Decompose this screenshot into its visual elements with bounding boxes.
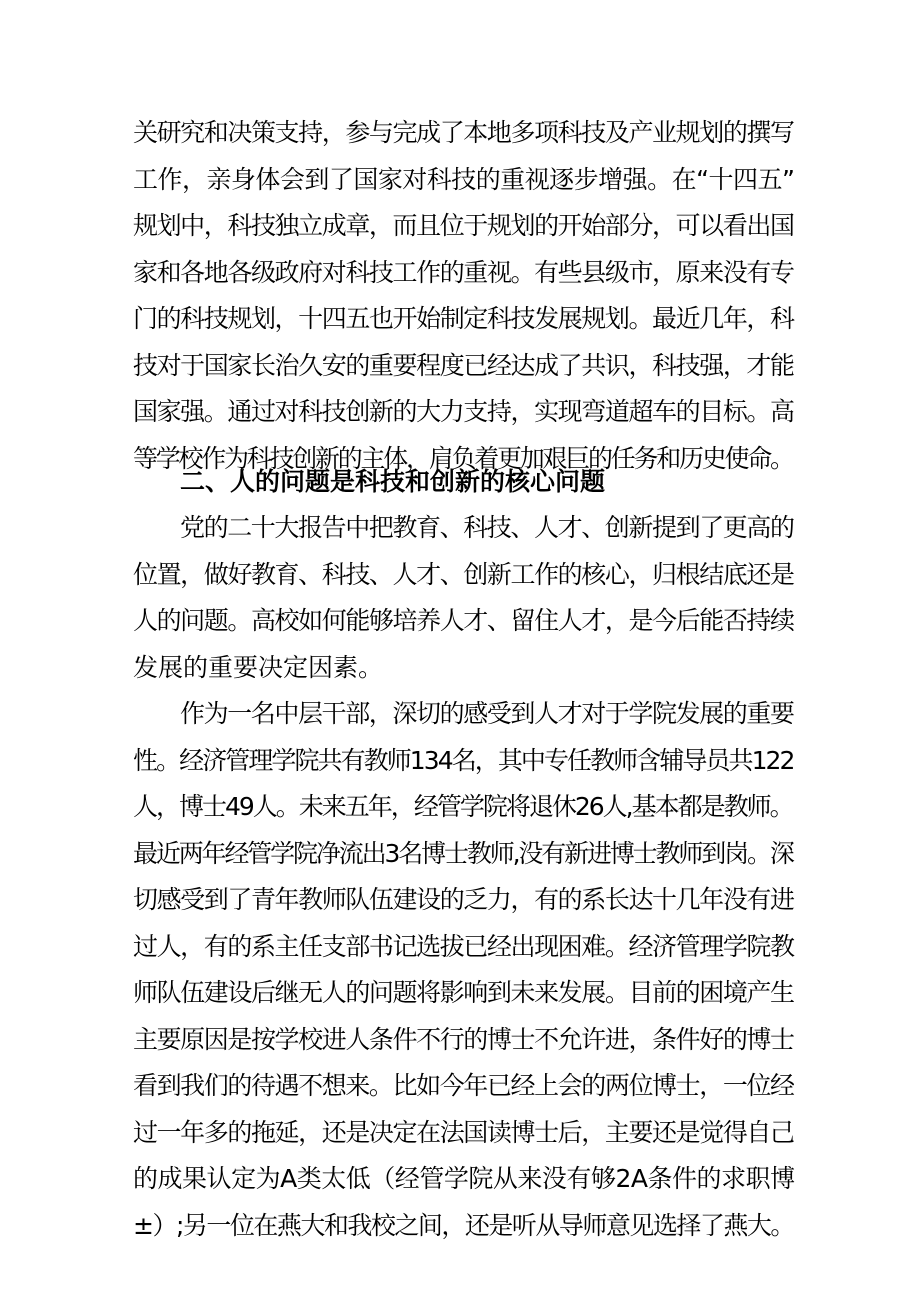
paragraph-line: ±）;另一位在燕大和我校之间，还是听从导师意见选择了燕大。 [133, 1211, 794, 1240]
paragraph-line: 作为一名中层干部，深切的感受到人才对于学院发展的重要 [180, 699, 794, 728]
paragraph-line: 过人，有的系主任支部书记选拔已经出现困难。经济管理学院教 [133, 932, 794, 961]
paragraph-line: 人，博士49人。未来五年，经管学院将退休26人,基本都是教师。 [133, 792, 793, 821]
paragraph-line: 人的问题。高校如何能够培养人才、留住人才，是今后能否持续 [133, 606, 794, 635]
paragraph-line: 党的二十大报告中把教育、科技、人才、创新提到了更高的 [180, 513, 794, 542]
section-heading: 二、人的问题是科技和创新的核心问题 [180, 467, 606, 496]
paragraph-line: 技对于国家长治久安的重要程度已经达成了共识，科技强，才能 [133, 351, 794, 380]
paragraph-line: 关研究和决策支持，参与完成了本地多项科技及产业规划的撰写 [133, 118, 794, 147]
paragraph-line: 看到我们的待遇不想来。比如今年已经上会的两位博士，一位经 [133, 1071, 794, 1100]
paragraph-line: 发展的重要决定因素。 [133, 653, 384, 682]
paragraph-line: 等学校作为科技创新的主体，肩负着更加艰巨的任务和历史使命。 [133, 444, 793, 473]
paragraph-line: 过一年多的拖延，还是决定在法国读博士后，主要还是觉得自己 [133, 1118, 794, 1147]
paragraph-line: 工作，亲身体会到了国家对科技的重视逐步增强。在“十四五” [133, 165, 795, 194]
paragraph-line: 性。经济管理学院共有教师134名，其中专任教师含辅导员共122 [133, 746, 794, 775]
paragraph-line: 规划中，科技独立成章，而且位于规划的开始部分，可以看出国 [133, 211, 794, 240]
paragraph-line: 家和各地各级政府对科技工作的重视。有些县级市，原来没有专 [133, 258, 794, 287]
paragraph-line: 门的科技规划，十四五也开始制定科技发展规划。最近几年，科 [133, 304, 794, 333]
paragraph-line: 师队伍建设后继无人的问题将影响到未来发展。目前的困境产生 [133, 978, 794, 1007]
paragraph-line: 切感受到了青年教师队伍建设的乏力，有的系长达十几年没有进 [133, 885, 794, 914]
paragraph-line: 最近两年经管学院净流出3名博士教师,没有新进博士教师到岗。深 [133, 839, 793, 868]
paragraph-line: 的成果认定为A类太低（经管学院从来没有够2A条件的求职博 [133, 1164, 795, 1193]
paragraph-line: 国家强。通过对科技创新的大力支持，实现弯道超车的目标。高 [133, 397, 794, 426]
paragraph-line: 位置，做好教育、科技、人才、创新工作的核心，归根结底还是 [133, 560, 794, 589]
paragraph-line: 主要原因是按学校进人条件不行的博士不允许进，条件好的博士 [133, 1025, 794, 1054]
